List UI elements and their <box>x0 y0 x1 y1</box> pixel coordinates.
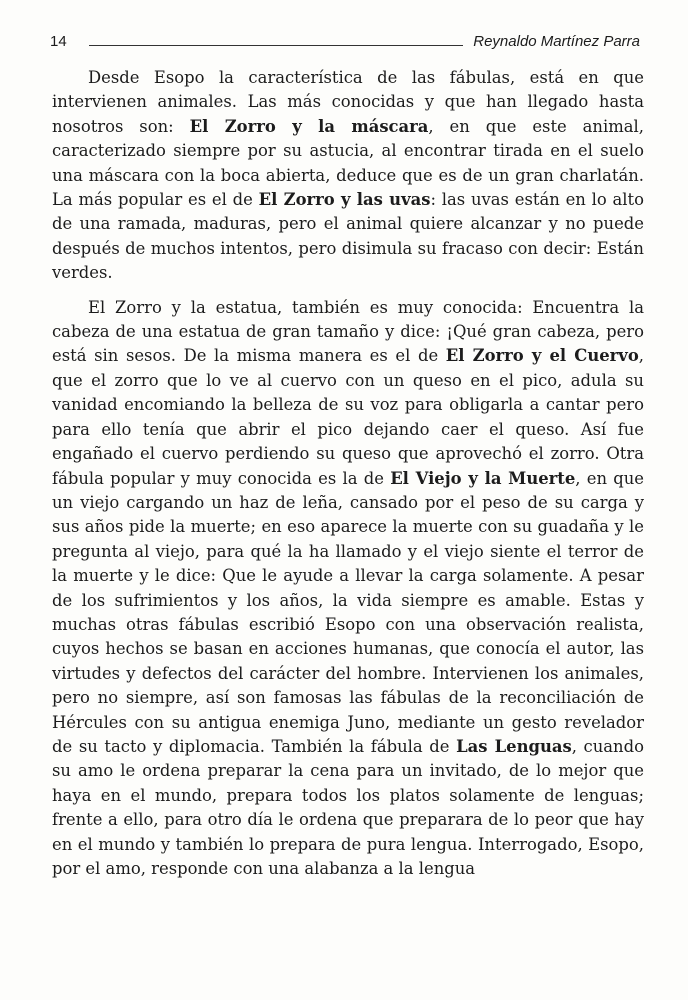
fable-title: El Zorro y la máscara <box>189 116 429 136</box>
paragraph <box>52 296 644 882</box>
text-run: , que el zorro que lo ve al cuervo con un queso en el pico, adula su vanidad encomiando la belleza de su voz para obligarla a cantar pero para ello tenía que abrir el pico dejando caer el queso. Así fue engañado el cuervo perdiendo su queso que aprovechó el zorro. Otra fábula popular y muy conocida es la de <box>52 346 644 488</box>
text-run: , en que un viejo cargando un haz de leña, cansado por el peso de su carga y sus años pide la muerte; en eso aparece la muerte con su guadaña y le pregunta al viejo, para qué la ha llamado y el viejo siente el terror de la muerte y le dice: Que le ayude a llevar la carga solamente. A pesar de los sufrimientos y los años, la vida siempre es amable. Estas y muchas otras fábulas escribió Esopo con una observación realista, cuyos hechos se basan en acciones humanas, que conocía el autor, las virtudes y defectos del carácter del hombre. Intervienen los animales, pero no siempre, así son famosas las fábulas de la reconciliación de Hércules con su antigua enemiga Juno, mediante un gesto revelador de su tacto y diplomacia. También la fábula de <box>52 468 644 756</box>
page-body <box>52 66 644 881</box>
header-rule <box>89 45 464 46</box>
paragraph <box>52 66 644 286</box>
text-run: , cuando su amo le ordena preparar la cena para un invitado, de lo mejor que haya en el mundo, prepara todos los platos solamente de lenguas; frente a ello, para otro día le ordena que preparara de lo peor que hay en el mundo y también lo prepara de pura lengua. Interrogado, Esopo, por el amo, responde con una alabanza a la lengua <box>52 736 644 878</box>
page-header <box>50 24 640 50</box>
text-run: Desde Esopo la característica de las fábulas, está en que intervienen animales. Las más conocidas y que han llegado hasta nosotros son: <box>52 68 644 136</box>
fable-title: El Zorro y las uvas <box>258 190 431 210</box>
running-head-author: Reynaldo Martínez Parra <box>473 33 640 50</box>
text-run: : las uvas están en lo alto de una ramada, maduras, pero el animal quiere alcanzar y no puede después de muchos intentos, pero disimula su fracaso con decir: Están verdes. <box>52 190 644 283</box>
fable-title: Las Lenguas <box>456 736 572 756</box>
fable-title: El Zorro y el Cuervo <box>445 346 639 366</box>
text-run: , en que este animal, caracterizado siempre por su astucia, al encontrar tirada en el suelo una máscara con la boca abierta, deduce que es de un gran charlatán. La más popular es el de <box>52 116 644 210</box>
fable-title: El Viejo y la Muerte <box>390 468 576 488</box>
text-run: El Zorro y la estatua, también es muy conocida: Encuentra la cabeza de una estatua de gran tamaño y dice: ¡Qué gran cabeza, pero está sin sesos. De la misma manera es el de <box>52 297 644 366</box>
page-number: 14 <box>50 33 67 50</box>
